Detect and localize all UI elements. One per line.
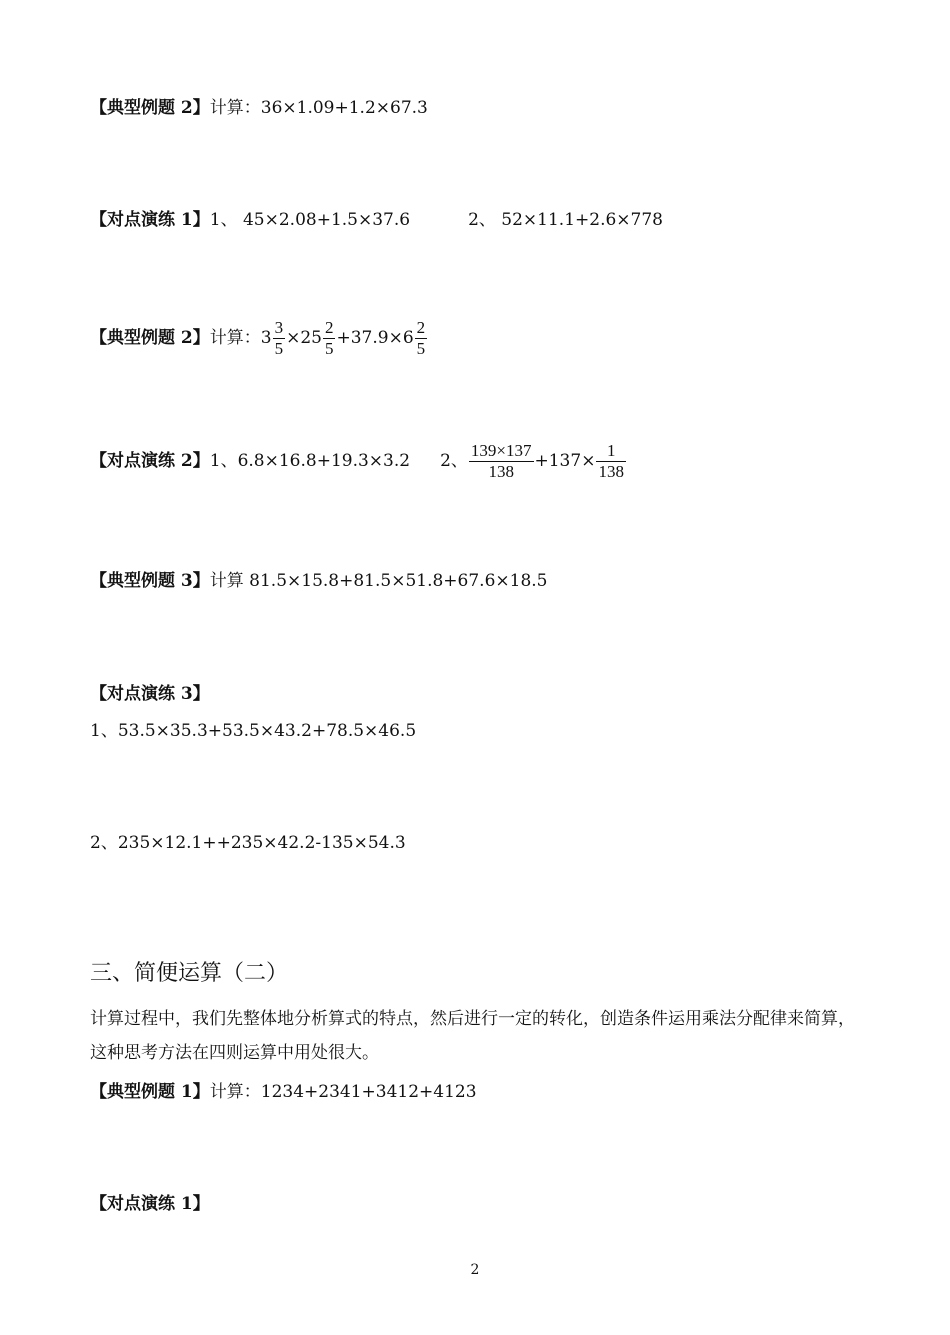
drill-label: 【对点演练 2】 (90, 451, 210, 471)
expression-middle: +137× (534, 451, 596, 471)
section-heading: 三、简便运算（二） (90, 961, 289, 986)
drill-2 (90, 441, 627, 482)
example-label: 【典型例题 1】 (90, 1082, 210, 1102)
section-drill-1-label: 【对点演练 1】 (90, 1194, 210, 1214)
example-label: 【典型例题 3】 (90, 571, 210, 591)
drill-3-item-2: 2、235×12.1++235×42.2-135×54.3 (90, 833, 406, 853)
drill-item-2: 2、 52×11.1+2.6×778 (468, 210, 663, 230)
expression-middle: +37.9× (336, 328, 403, 348)
mixed-number-whole: 3 (260, 328, 272, 348)
drill-3-item-1: 1、53.5×35.3+53.5×43.2+78.5×46.5 (90, 721, 417, 741)
fraction: $\frac{3}{5}$ (274, 318, 284, 358)
example-text: 计算 81.5×15.8+81.5×51.8+67.6×18.5 (209, 571, 548, 591)
fraction: $\frac{2}{5}$ (416, 318, 426, 358)
mixed-number-whole: 6 (402, 328, 414, 348)
drill-label: 【对点演练 1】 (90, 210, 210, 230)
example-2a (90, 97, 428, 119)
drill-1 (90, 209, 663, 231)
page-number: 2 (470, 1262, 480, 1278)
example-prefix: 计算： (209, 328, 261, 348)
fraction: $\frac{139\times 137}{138}$ (470, 441, 532, 481)
example-2b (90, 318, 428, 359)
fraction: $\frac{2}{5}$ (324, 318, 334, 358)
example-3 (90, 570, 547, 592)
mixed-number-whole: 25 (300, 328, 322, 348)
section-example-1 (90, 1081, 477, 1103)
example-text: 计算：1234+2341+3412+4123 (209, 1082, 477, 1102)
drill-item-1: 1、6.8×16.8+19.3×3.2 (209, 451, 411, 471)
example-label: 【典型例题 2】 (90, 98, 210, 118)
example-text: 计算：36×1.09+1.2×67.3 (209, 98, 428, 118)
section-paragraph: 计算过程中，我们先整体地分析算式的特点，然后进行一定的转化，创造条件运用乘法分配律来简算，这种思考方法在四则运算中用处很大。 (90, 1009, 855, 1063)
operator: × (286, 328, 301, 348)
drill-item-1: 1、 45×2.08+1.5×37.6 (209, 210, 411, 230)
drill-3-label: 【对点演练 3】 (90, 684, 210, 704)
fraction: $\frac{1}{138}$ (598, 441, 624, 481)
example-label: 【典型例题 2】 (90, 328, 210, 348)
drill-item-2-prefix: 2、 (440, 451, 468, 471)
